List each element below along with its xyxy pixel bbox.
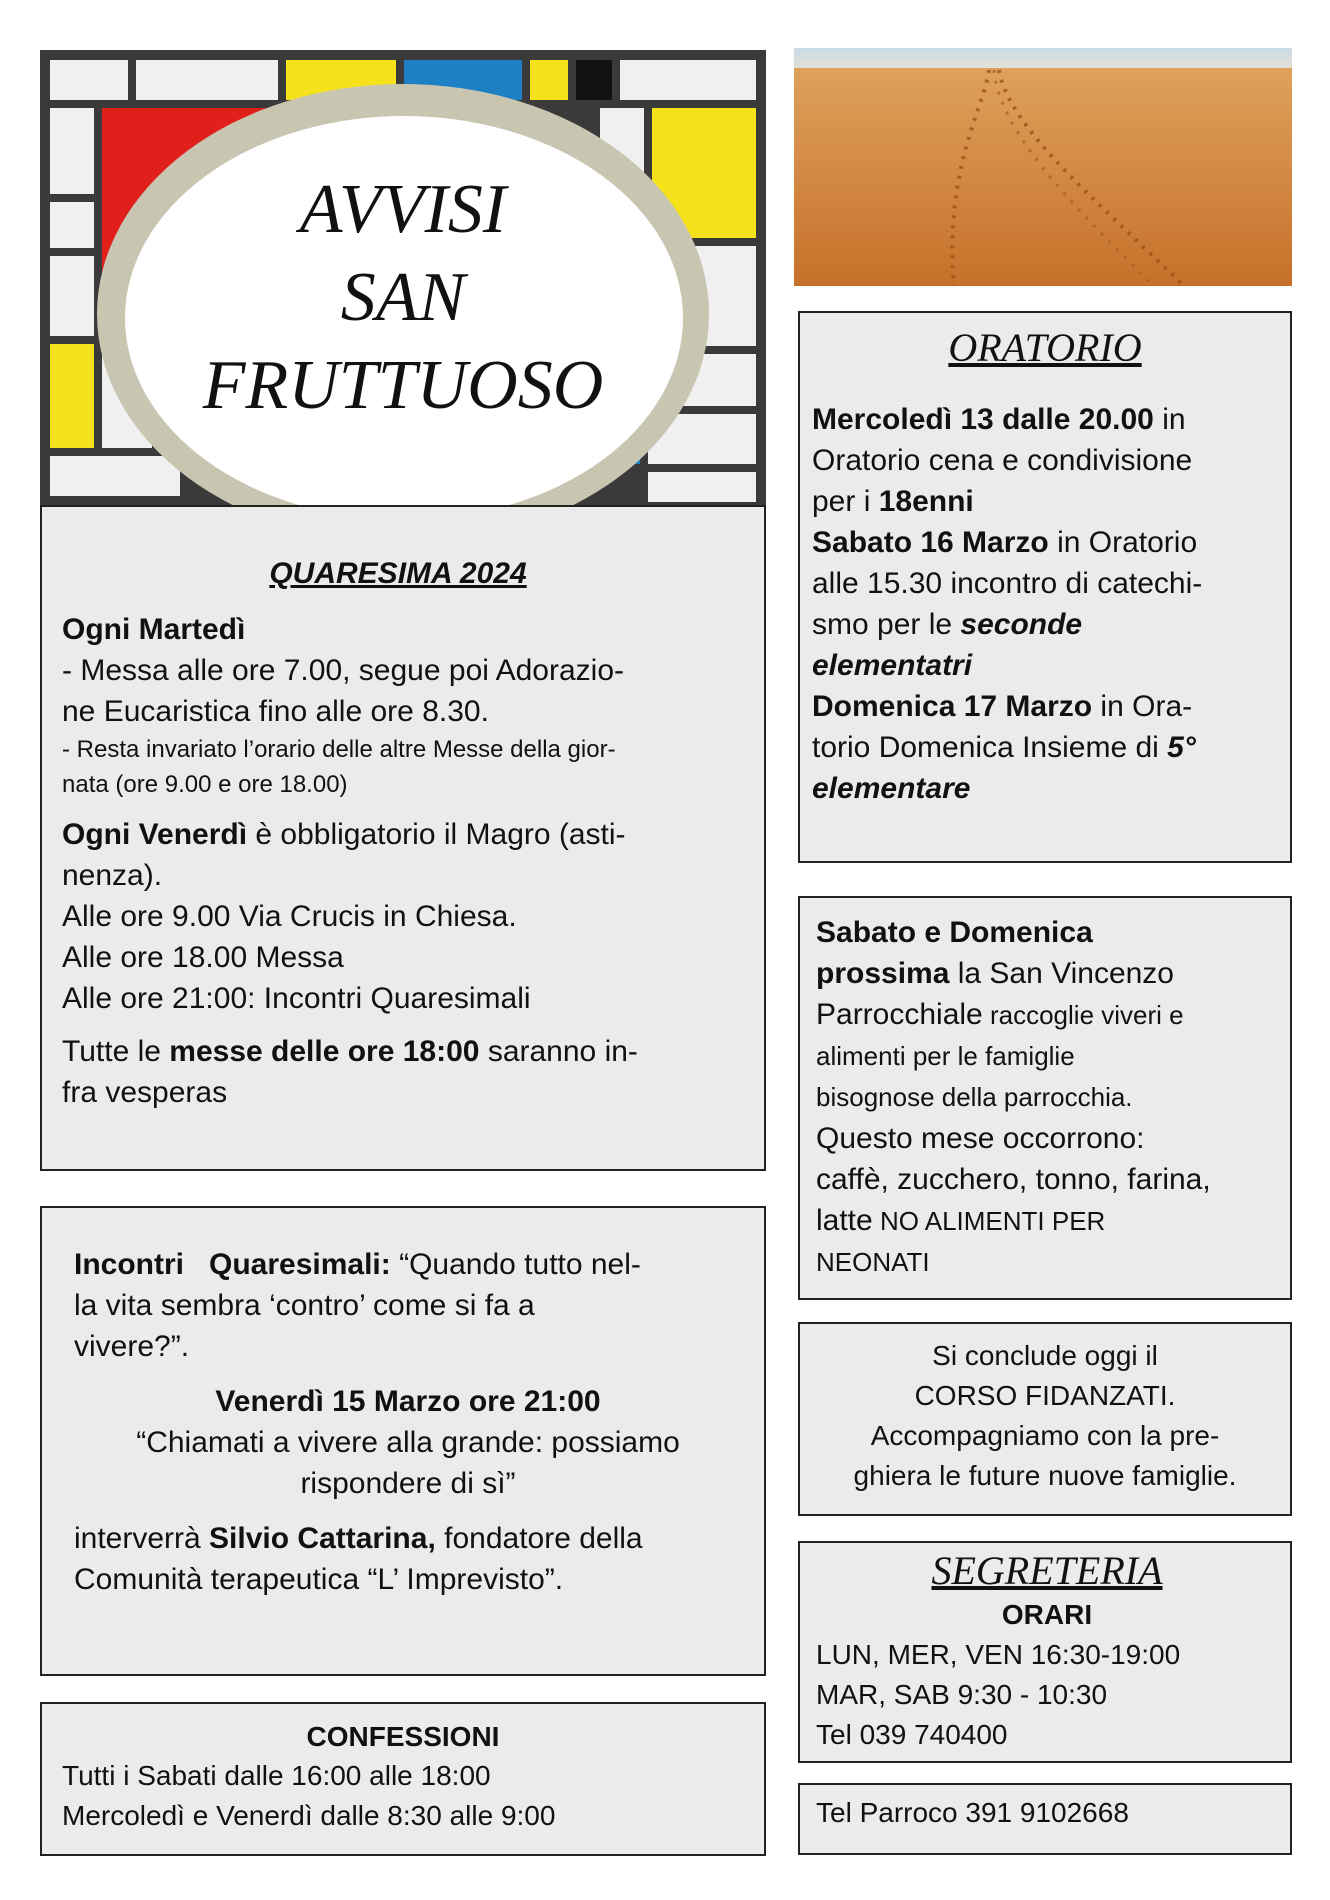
vincenzo-line: alimenti per le famiglie [816,1041,1075,1071]
oratorio-line [812,481,1278,522]
title-line-san: SAN [340,259,466,336]
oratorio-date: Domenica 17 Marzo [812,690,1093,723]
oratorio-text: in Ora- [1092,690,1193,723]
oratorio-date: Mercoledì 13 dalle 20.00 [812,403,1154,436]
mondrian-cell [50,456,180,496]
vincenzo-text: la San Vincenzo [949,957,1174,990]
fidanzati-line: ghiera le future nuove famiglie. [853,1460,1237,1491]
vespers-text: Tutte le [62,1035,170,1068]
friday-line: Alle ore 21:00: Incontri Quaresimali [62,982,531,1015]
title-line-fruttuoso: FRUTTUOSO [202,347,604,424]
vincenzo-line: Questo mese occorrono: [816,1122,1145,1155]
incontri-subtitle: “Chiamati a vivere alla grande: possiamo [136,1426,680,1459]
vincenzo-line: caffè, zucchero, tonno, farina, [816,1163,1211,1196]
oratorio-highlight: elementatri [812,649,973,682]
incontri-subtitle: rispondere di sì” [300,1467,516,1500]
oratorio-highlight: elementare [812,772,971,805]
mondrian-cell [576,60,612,100]
tuesday-note: - Resta invariato l’orario delle altre Messe della gior- [62,736,616,763]
incontri-quote: “Quando tutto nel- [390,1248,641,1281]
mondrian-cell [648,472,756,502]
vincenzo-text: raccoglie viveri e [982,1000,1184,1030]
incontri-line [74,1244,742,1285]
vespers-line: fra vesperas [62,1076,228,1109]
vincenzo-highlight: prossima [816,957,950,990]
friday-line: Alle ore 9.00 Via Crucis in Chiesa. [62,900,517,933]
vincenzo-line [816,1200,1276,1242]
vincenzo-text: NO ALIMENTI PER [872,1206,1106,1236]
oratorio-line [812,686,1278,727]
speaker-text: interverrà [74,1522,210,1555]
confessioni-line: Tutti i Sabati dalle 16:00 alle 18:00 [62,1760,491,1791]
mondrian-cell [530,60,568,100]
incontri-box [40,1206,766,1676]
fidanzati-line: CORSO FIDANZATI. [914,1380,1176,1411]
oratorio-line [812,399,1278,440]
oratorio-title: ORATORIO [948,325,1142,370]
oratorio-highlight: 5° [1167,731,1196,764]
desert-footprints-image [794,48,1292,286]
friday-line: nenza). [62,859,163,892]
parroco-box [798,1783,1292,1855]
friday-text: è obbligatorio il Magro (asti- [247,818,626,851]
oratorio-highlight: seconde [960,608,1083,641]
vincenzo-text: latte [816,1204,873,1237]
vincenzo-line: bisognose della parrocchia. [816,1082,1133,1112]
tuesday-heading: Ogni Martedì [62,613,246,646]
title-line-avvisi: AVVISI [299,171,507,248]
incontri-line: vivere?”. [74,1330,190,1363]
friday-line: Alle ore 18.00 Messa [62,941,344,974]
oratorio-date: Sabato 16 Marzo [812,526,1049,559]
confessioni-title: CONFESSIONI [306,1721,500,1752]
vincenzo-line [816,994,1276,1036]
oratorio-line [812,727,1278,768]
vespers-line [62,1031,744,1072]
oratorio-line [812,604,1278,645]
incontri-label: Incontri Quaresimali: [74,1248,391,1281]
segreteria-line: MAR, SAB 9:30 - 10:30 [816,1679,1108,1710]
tuesday-line: ne Eucaristica fino alle ore 8.30. [62,695,489,728]
mondrian-cell [620,60,756,100]
oratorio-text: in Oratorio [1048,526,1198,559]
vincenzo-text: Parrocchiale [816,998,983,1031]
incontri-date: Venerdì 15 Marzo ore 21:00 [215,1385,601,1418]
oratorio-text: smo per le [812,608,961,641]
vespers-highlight: messe delle ore 18:00 [169,1035,480,1068]
confessioni-box [40,1702,766,1856]
oratorio-highlight: 18enni [878,485,974,518]
fidanzati-line: Si conclude oggi il [932,1340,1158,1371]
incontri-speaker-line [74,1518,742,1559]
vincenzo-line [816,953,1276,994]
quaresima-box [40,505,766,1171]
tuesday-note: nata (ore 9.00 e ore 18.00) [62,771,348,798]
parroco-phone: Tel Parroco 391 9102668 [816,1797,1129,1828]
quaresima-title: QUARESIMA 2024 [269,557,527,590]
mondrian-cell [136,60,278,100]
tuesday-line: - Messa alle ore 7.00, segue poi Adorazio- [62,654,624,687]
oratorio-text: torio Domenica Insieme di [812,731,1168,764]
oratorio-line [812,522,1278,563]
fidanzati-line: Accompagniamo con la pre- [870,1420,1220,1451]
confessioni-line: Mercoledì e Venerdì dalle 8:30 alle 9:00 [62,1800,556,1831]
speaker-text: fondatore della [435,1522,643,1555]
speaker-name: Silvio Cattarina, [209,1522,436,1555]
vespers-text: saranno in- [479,1035,638,1068]
friday-heading: Ogni Venerdì [62,818,248,851]
oratorio-line: alle 15.30 incontro di catechi- [812,567,1203,600]
oratorio-text: in [1153,403,1186,436]
friday-line [62,814,744,855]
san-vincenzo-box [798,896,1292,1300]
oratorio-text: per i [812,485,879,518]
segreteria-subtitle: ORARI [1001,1599,1093,1630]
vincenzo-line: Sabato e Domenica [816,916,1093,949]
corso-fidanzati-box [798,1322,1292,1516]
oratorio-box [798,311,1292,863]
segreteria-box [798,1541,1292,1763]
vincenzo-line: NEONATI [816,1247,930,1277]
mondrian-cell [50,60,128,100]
segreteria-line: LUN, MER, VEN 16:30-19:00 [816,1639,1181,1670]
incontri-line: la vita sembra ‘contro’ come si fa a [74,1289,535,1322]
incontri-speaker-line: Comunità terapeutica “L’ Imprevisto”. [74,1563,564,1596]
segreteria-phone: Tel 039 740400 [816,1719,1008,1750]
oratorio-line: Oratorio cena e condivisione [812,444,1193,477]
segreteria-title: SEGRETERIA [931,1548,1163,1593]
